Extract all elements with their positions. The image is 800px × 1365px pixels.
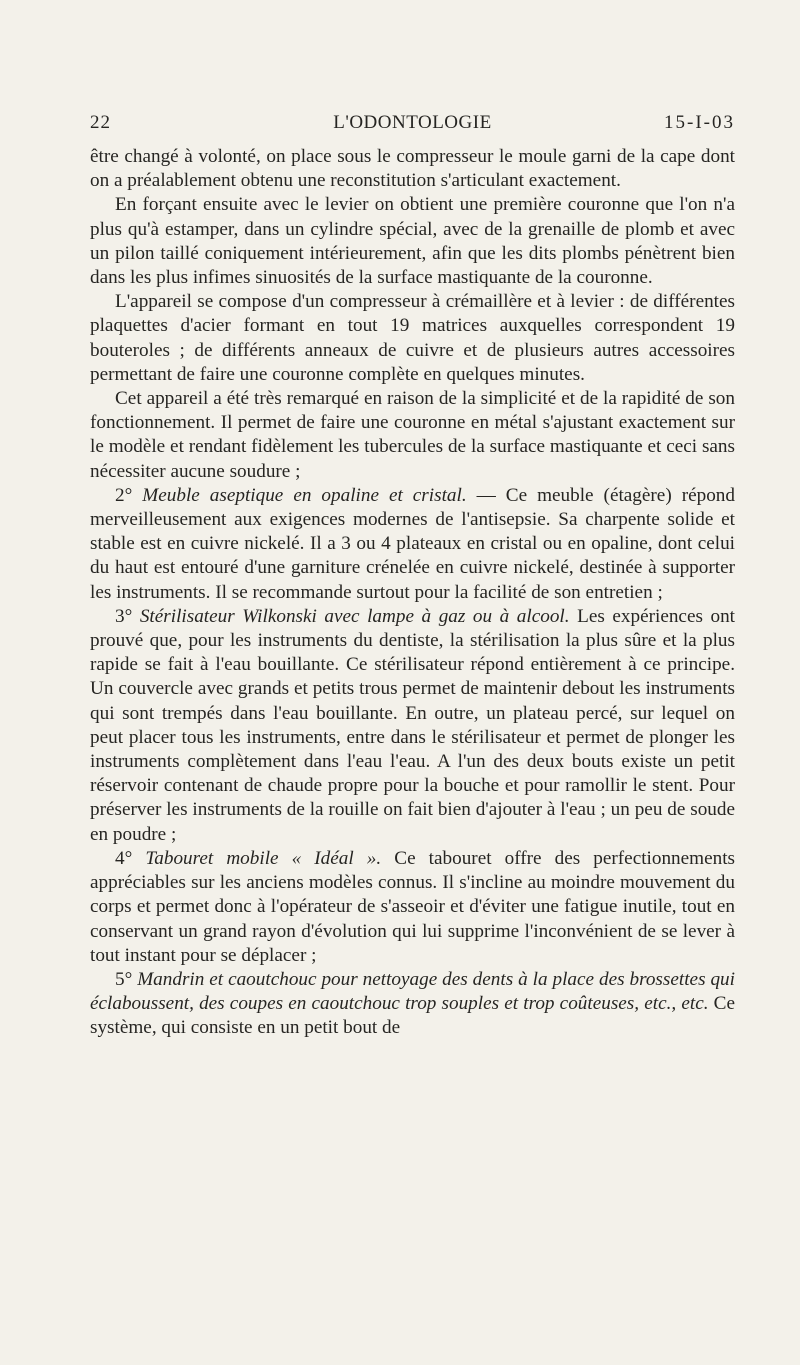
journal-title: L'ODONTOLOGIE bbox=[333, 112, 492, 133]
paragraph bbox=[90, 387, 735, 484]
paragraph-text: être changé à volonté, on place sous le compresseur le moule garni de la cape dont on a préalablement obtenu une reconstitution s'articulant exactement. bbox=[90, 146, 735, 192]
item-title: Meuble aseptique en opaline et cristal. bbox=[142, 484, 467, 506]
item-title: Mandrin et caoutchouc pour nettoyage des dents à la place des brossettes qui éclaboussent, des coupes en caoutchouc trop souples et trop coûteuses, etc., etc. bbox=[90, 968, 735, 1015]
paragraph bbox=[90, 145, 735, 193]
paragraph-text: L'appareil se compose d'un compresseur à crémaillère et à levier : de différentes plaquettes d'acier formant en tout 19 matrices auxquelles correspondent 19 bouteroles ; de différents anneaux de cuivre et de plusieurs autres accessoires permettant de faire une couronne complète en quelques minutes. bbox=[90, 291, 735, 385]
paragraph-text: Cet appareil a été très remarqué en raison de la simplicité et de la rapidité de son fonctionnement. Il permet de faire une couronne en métal s'ajustant exactement sur le modèle et rendant fidèlement les tubercules de la surface mastiquante et ceci sans nécessiter aucune soudure ; bbox=[90, 388, 735, 482]
item-title: Tabouret mobile « Idéal ». bbox=[145, 847, 382, 869]
paragraph bbox=[90, 968, 735, 1041]
list-number: 2° bbox=[115, 484, 143, 506]
issue-date: 15-I-03 bbox=[664, 112, 735, 133]
paragraph bbox=[90, 847, 735, 968]
running-header bbox=[90, 112, 735, 136]
paragraph-text: Ce système, qui consiste en un petit bout de bbox=[90, 993, 735, 1039]
article-body bbox=[90, 145, 735, 1041]
paragraph bbox=[90, 193, 735, 290]
paragraph-text: — Ce meuble (étagère) répond merveilleusement aux exigences modernes de l'antisepsie. Sa charpente solide et stable est en cuivre nickelé. Il a 3 ou 4 plateaux en cristal ou en opaline, dont celui du haut est entouré d'une garniture crénelée en cuivre nickelé, destinée à supporter les instruments. Il se recommande surtout pour la facilité de son entretien ; bbox=[90, 484, 735, 603]
paragraph bbox=[90, 290, 735, 387]
list-number: 3° bbox=[115, 605, 140, 627]
paragraph bbox=[90, 484, 735, 605]
page-number: 22 bbox=[90, 112, 111, 133]
paragraph-text: Ce tabouret offre des perfectionnements appréciables sur les anciens modèles connus. Il s'incline au moindre mouvement du corps et permet donc à l'opérateur de s'asseoir et d'éviter une fatigue inutile, tout en conservant un grand rayon d'évolution qui lui supprime l'inconvénient de se lever à tout instant pour se déplacer ; bbox=[90, 847, 735, 966]
list-number: 4° bbox=[115, 847, 146, 869]
paragraph bbox=[90, 605, 735, 847]
paragraph-text: En forçant ensuite avec le levier on obtient une première couronne que l'on n'a plus qu'à estamper, dans un cylindre spécial, avec de la grenaille de plomb et avec un pilon taillé coniquement intérieurement, afin que les dits plombs pénètrent bien dans les plus infimes sinuosités de la surface mastiquante de la couronne. bbox=[90, 194, 735, 289]
paragraph-text: Les expériences ont prouvé que, pour les instruments du dentiste, la stérilisation la plus sûre et la plus rapide se fait à l'eau bouillante. Ce stérilisateur répond entièrement à ce principe. Un couvercle avec grands et petits trous permet de maintenir debout les instruments qui sont trempés dans l'eau bouillante. En outre, un plateau percé, sur lequel on peut placer tous les instruments, entre dans le stérilisateur et permet de plonger les instruments complètement dans l'eau l'eau. A l'un des deux bouts existe un petit réservoir contenant de chaude propre pour la bouche et pour ramollir le stent. Pour préserver les instruments de la rouille on fait bien d'ajouter à l'eau ; un peu de soude en poudre ; bbox=[90, 605, 735, 845]
list-number: 5° bbox=[115, 968, 138, 990]
item-title: Stérilisateur Wilkonski avec lampe à gaz ou à alcool. bbox=[139, 605, 570, 627]
